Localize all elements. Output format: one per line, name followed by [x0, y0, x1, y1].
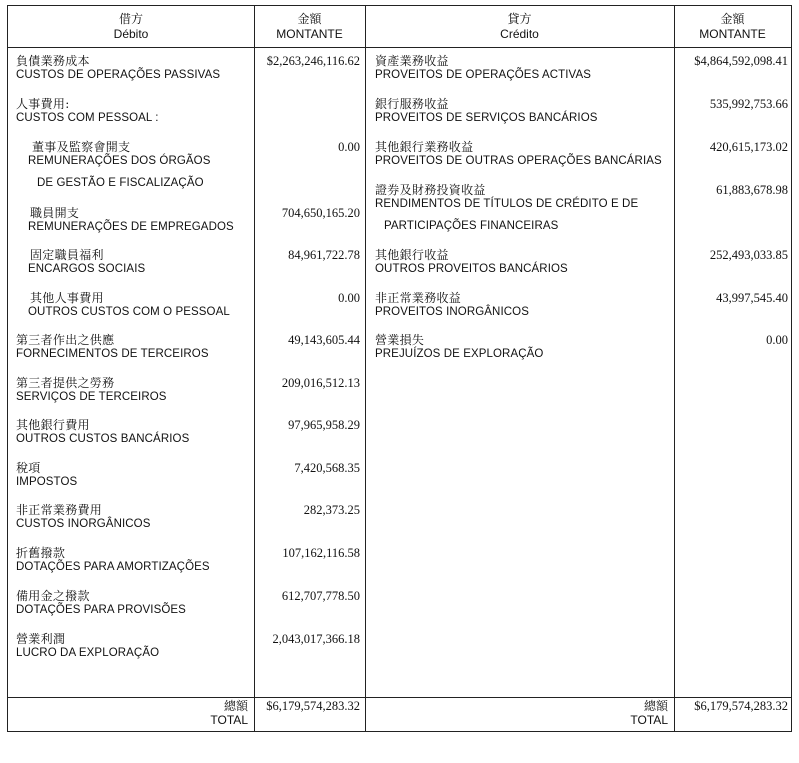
item-zh: 負債業務成本: [16, 54, 90, 68]
credit-item: [375, 291, 529, 319]
credit-total-label: [365, 699, 668, 727]
header-amount-pt: MONTANTE: [699, 26, 766, 41]
credit-item: [375, 54, 591, 82]
header-debit-zh: 借方: [118, 11, 143, 26]
debit-item: [16, 418, 189, 446]
credit-item: [375, 183, 638, 233]
item-zh: 折舊撥款: [16, 546, 66, 560]
credit-item: [375, 97, 598, 125]
debit-amount: 7,420,568.35: [294, 461, 360, 475]
header-amount-zh: 金額: [297, 11, 322, 26]
column-divider: [674, 6, 675, 731]
debit-item: [16, 503, 151, 531]
item-zh: 職員開支: [30, 206, 80, 220]
debit-amount: 704,650,165.20: [281, 206, 360, 220]
debit-item: [16, 546, 210, 574]
item-pt: PREJUÍZOS DE EXPLORAÇÃO: [375, 348, 544, 360]
item-pt: FORNECIMENTOS DE TERCEIROS: [16, 348, 209, 360]
credit-amount: 61,883,678.98: [716, 183, 788, 197]
item-pt: OUTROS PROVEITOS BANCÁRIOS: [375, 263, 568, 275]
header-amount-zh: 金額: [720, 11, 745, 26]
item-pt: RENDIMENTOS DE TÍTULOS DE CRÉDITO E DE: [375, 198, 639, 210]
debit-amount: 209,016,512.13: [281, 376, 360, 390]
item-pt: IMPOSTOS: [16, 476, 78, 488]
header-credit-pt: Crédito: [500, 26, 539, 41]
debit-total: $6,179,574,283.32: [266, 699, 360, 713]
debit-amount: 612,707,778.50: [281, 589, 360, 603]
item-zh: 銀行服務收益: [375, 97, 449, 111]
item-zh: 第三者提供之勞務: [16, 376, 115, 390]
header-amount-debit: [254, 6, 365, 47]
item-zh: 其他銀行收益: [375, 248, 449, 262]
column-divider: [365, 6, 366, 731]
column-divider: [254, 6, 255, 731]
debit-item: [16, 54, 220, 82]
item-pt: PARTICIPAÇÕES FINANCEIRAS: [384, 220, 559, 232]
total-label-zh: 總額: [223, 699, 248, 713]
debit-amount: 49,143,605.44: [288, 333, 360, 347]
header-debit: [8, 6, 254, 47]
header-debit-pt: Débito: [113, 26, 149, 41]
item-zh: 營業損失: [375, 333, 425, 347]
credit-amount: $4,864,592,098.41: [694, 54, 788, 68]
item-zh: 非正常業務收益: [375, 291, 462, 305]
item-zh: 備用金之撥款: [16, 589, 90, 603]
total-label-pt: TOTAL: [210, 713, 248, 727]
debit-amount: 0.00: [338, 291, 360, 305]
credit-amount: 535,992,753.66: [709, 97, 788, 111]
item-zh: 其他銀行費用: [16, 418, 90, 432]
debit-item: [28, 291, 230, 319]
total-divider: [8, 697, 791, 698]
item-pt: REMUNERAÇÕES DOS ÓRGÃOS: [28, 155, 211, 167]
item-zh: 人事費用:: [16, 97, 70, 111]
debit-total-label: [8, 699, 248, 727]
item-zh: 董事及監察會開支: [32, 140, 131, 154]
debit-item: [28, 206, 234, 234]
debit-item: [16, 632, 159, 660]
item-pt: OUTROS CUSTOS BANCÁRIOS: [16, 433, 190, 445]
header-amount-credit: [674, 6, 791, 47]
item-zh: 資產業務收益: [375, 54, 449, 68]
item-pt: CUSTOS DE OPERAÇÕES PASSIVAS: [16, 69, 221, 81]
credit-item: [375, 248, 568, 276]
debit-amount: 2,043,017,366.18: [272, 632, 360, 646]
debit-amount: 97,965,958.29: [288, 418, 360, 432]
debit-item: [16, 589, 186, 617]
credit-amount: 0.00: [766, 333, 788, 347]
item-zh: 其他人事費用: [30, 291, 104, 305]
item-zh: 營業利潤: [16, 632, 66, 646]
header-amount-pt: MONTANTE: [276, 26, 343, 41]
credit-amount: 420,615,173.02: [709, 140, 788, 154]
debit-item: [28, 140, 211, 190]
item-pt: ENCARGOS SOCIAIS: [28, 263, 146, 275]
debit-amount: 84,961,722.78: [288, 248, 360, 262]
credit-total: $6,179,574,283.32: [694, 699, 788, 713]
item-pt: OUTROS CUSTOS COM O PESSOAL: [28, 306, 230, 318]
item-zh: 非正常業務費用: [16, 503, 103, 517]
debit-amount: 282,373.25: [303, 503, 360, 517]
credit-amount: 43,997,545.40: [716, 291, 788, 305]
item-pt: DOTAÇÕES PARA PROVISÕES: [16, 604, 186, 616]
credit-amount: 252,493,033.85: [709, 248, 788, 262]
debit-amount: 0.00: [338, 140, 360, 154]
debit-item: [28, 248, 145, 276]
item-pt: CUSTOS INORGÂNICOS: [16, 518, 151, 530]
debit-amount: 107,162,116.58: [282, 546, 360, 560]
total-label-pt: TOTAL: [630, 713, 668, 727]
item-pt: PROVEITOS DE OPERAÇÕES ACTIVAS: [375, 69, 592, 81]
item-pt: DOTAÇÕES PARA AMORTIZAÇÕES: [16, 561, 210, 573]
item-pt: DE GESTÃO E FISCALIZAÇÃO: [37, 177, 204, 189]
debit-item: [16, 461, 77, 489]
header-credit-zh: 貸方: [507, 11, 532, 26]
header-divider: [8, 47, 791, 48]
profit-loss-table: [7, 5, 792, 732]
item-pt: PROVEITOS DE OUTRAS OPERAÇÕES BANCÁRIAS: [375, 155, 662, 167]
item-zh: 固定職員福利: [30, 248, 104, 262]
item-pt: SERVIÇOS DE TERCEIROS: [16, 391, 167, 403]
header-credit: [365, 6, 674, 47]
debit-item: [16, 333, 209, 361]
item-pt: CUSTOS COM PESSOAL :: [16, 112, 159, 124]
debit-item: [16, 376, 167, 404]
item-zh: 其他銀行業務收益: [375, 140, 474, 154]
credit-item: [375, 140, 662, 168]
item-pt: PROVEITOS INORGÂNICOS: [375, 306, 529, 318]
debit-amount: $2,263,246,116.62: [266, 54, 360, 68]
item-zh: 證券及財務投資收益: [375, 183, 486, 197]
item-zh: 稅項: [16, 461, 41, 475]
total-label-zh: 總額: [643, 699, 668, 713]
item-pt: REMUNERAÇÕES DE EMPREGADOS: [28, 221, 234, 233]
item-pt: PROVEITOS DE SERVIÇOS BANCÁRIOS: [375, 112, 598, 124]
item-pt: LUCRO DA EXPLORAÇÃO: [16, 647, 160, 659]
item-zh: 第三者作出之供應: [16, 333, 115, 347]
debit-item: [16, 97, 159, 125]
credit-item: [375, 333, 543, 361]
